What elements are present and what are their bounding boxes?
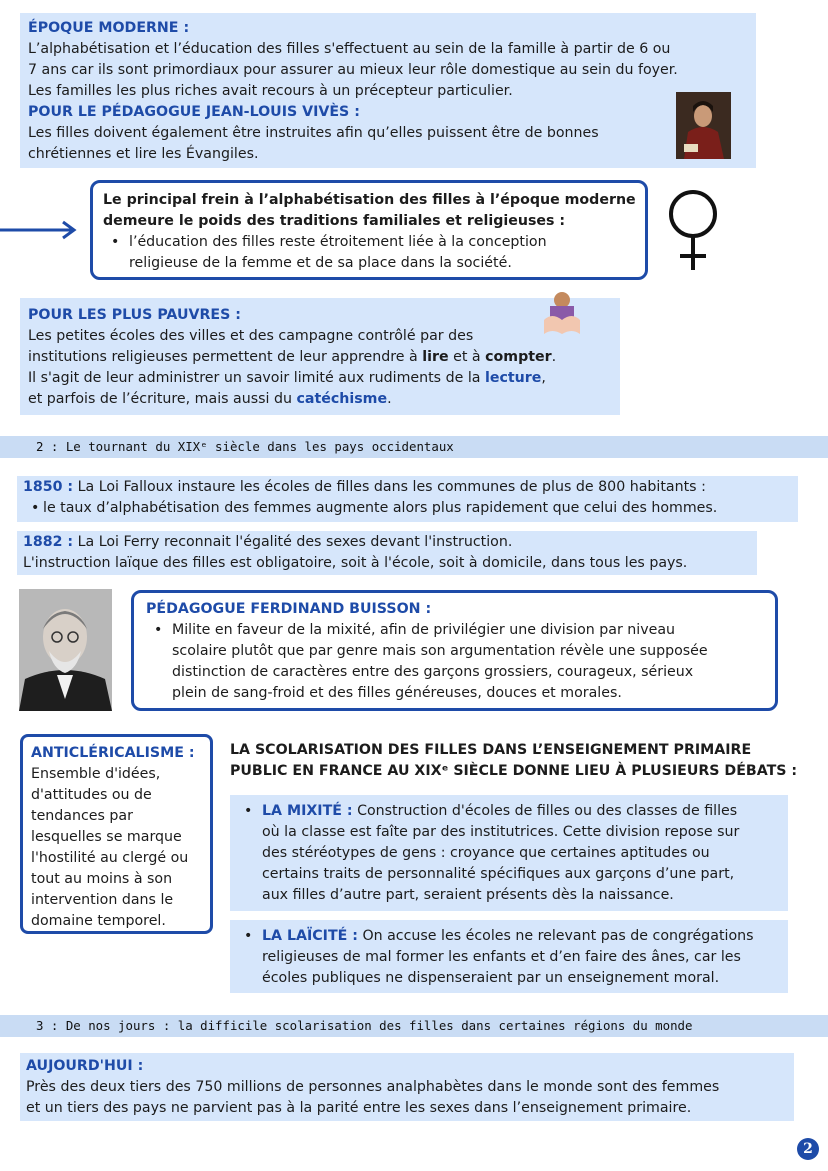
vives-portrait [676,92,731,159]
text-line: chrétiennes et lire les Évangiles. [28,146,259,162]
text-line: 1850 : La Loi Falloux instaure les écoles de filles dans les communes de plus de 800 habitants : [23,479,706,495]
buisson-bullet: • Milite en faveur de la mixité, afin de privilégier une division par niveau scolaire plutôt que par genre mais son argumentation révèle une supposée distinction de caractères entre des garçons grossiers, courageux, sérieux plein de sang-froid et des filles généreuses, douces et morales. [146,620,763,704]
text-line: L’alphabétisation et l’éducation des filles s'effectuent au sein de la famille à partir de 6 ou [28,41,671,57]
scolarisation-title [230,740,820,782]
title-line: LA SCOLARISATION DES FILLES DANS L’ENSEIGNEMENT PRIMAIRE [230,742,752,758]
text-line: Près des deux tiers des 750 millions de personnes analphabètes dans le monde sont des femmes [26,1079,720,1095]
loi-falloux-block [17,476,798,522]
pauvres-block [20,298,620,415]
text-line: Les petites écoles des villes et des campagne contrôlé par des [28,328,474,344]
epoque-moderne-heading: ÉPOQUE MODERNE : [28,20,190,36]
anticlericalisme-line: domaine temporel. [31,913,166,929]
frein-bullet: • l’éducation des filles reste étroitement liée à la conception religieuse de la femme et de sa place dans la société. [103,232,635,274]
text-line: L'instruction laïque des filles est obligatoire, soit à l'école, soit à domicile, dans tous les pays. [23,555,688,571]
anticlericalisme-line: lesquelles se marque [31,829,182,845]
loi-ferry-block [17,531,757,575]
text-line: Les filles doivent également être instruites afin qu’elles puissent être de bonnes [28,125,599,141]
text-line: 7 ans car ils sont primordiaux pour assurer au mieux leur rôle domestique au sein du foyer. [28,62,678,78]
text-line: Les familles les plus riches avait recours à un précepteur particulier. [28,83,513,99]
vives-heading: POUR LE PÉDAGOGUE JEAN-LOUIS VIVÈS : [28,104,360,120]
text-line: institutions religieuses permettent de leur apprendre à lire et à compter. [28,349,557,365]
falloux-bullet: • le taux d’alphabétisation des femmes augmente alors plus rapidement que celui des hommes. [23,498,792,519]
female-symbol-icon [662,184,724,274]
epoque-moderne-block [20,13,756,168]
mixite-block [230,795,788,911]
aujourdhui-heading: AUJOURD'HUI : [26,1058,144,1074]
laicite-block [230,920,788,993]
frein-title: demeure le poids des traditions familiales et religieuses : [103,213,566,229]
anticlericalisme-lines [31,764,202,932]
anticlericalisme-line: intervention dans le [31,892,174,908]
pauvres-heading: POUR LES PLUS PAUVRES : [28,307,241,323]
text-line: et un tiers des pays ne parvient pas à la parité entre les sexes dans l’enseignement primaire. [26,1100,692,1116]
section-2-heading: 2 : Le tournant du XIXᵉ siècle dans les pays occidentaux [0,436,828,458]
anticlericalisme-line: tendances par [31,808,133,824]
text-line: Il s'agit de leur administrer un savoir limité aux rudiments de la lecture, [28,370,546,386]
frein-title: Le principal frein à l’alphabétisation des filles à l’époque moderne [103,192,636,208]
anticlericalisme-box [20,734,213,934]
mixite-bullet: • LA MIXITÉ : Construction d'écoles de filles ou des classes de filles où la classe est faîte par des institutrices. Cette division repose sur des stéréotypes de gens : croyance que certaines aptitudes ou certains traits de personnalité spécifiques aux garçons d’une part, aux filles d’autre part, seraient présents dès la naissance. [236,801,782,906]
reading-person-icon [536,290,588,340]
arrow-right-icon [0,220,80,240]
anticlericalisme-heading: ANTICLÉRICALISME : [31,745,195,761]
buisson-box [131,590,778,711]
aujourdhui-block [20,1053,794,1121]
frein-box [90,180,648,280]
section-3-heading: 3 : De nos jours : la difficile scolarisation des filles dans certaines régions du monde [0,1015,828,1037]
text-line: 1882 : La Loi Ferry reconnait l'égalité des sexes devant l'instruction. [23,534,513,550]
buisson-heading: PÉDAGOGUE FERDINAND BUISSON : [146,601,432,617]
anticlericalisme-line: Ensemble d'idées, [31,766,161,782]
anticlericalisme-line: l'hostilité au clergé ou [31,850,189,866]
title-line: PUBLIC EN FRANCE AU XIXᵉ SIÈCLE DONNE LIEU À PLUSIEURS DÉBATS : [230,763,798,779]
anticlericalisme-line: tout au moins à son [31,871,173,887]
laicite-bullet: • LA LAÏCITÉ : On accuse les écoles ne relevant pas de congrégations religieuses de mal former les enfants et d’en faire des ânes, car les écoles publiques ne dispenseraient par un enseignement moral. [236,926,782,989]
anticlericalisme-line: d'attitudes ou de [31,787,152,803]
buisson-portrait [19,589,112,711]
page-number: 2 [797,1138,819,1160]
text-line: et parfois de l’écriture, mais aussi du catéchisme. [28,391,392,407]
